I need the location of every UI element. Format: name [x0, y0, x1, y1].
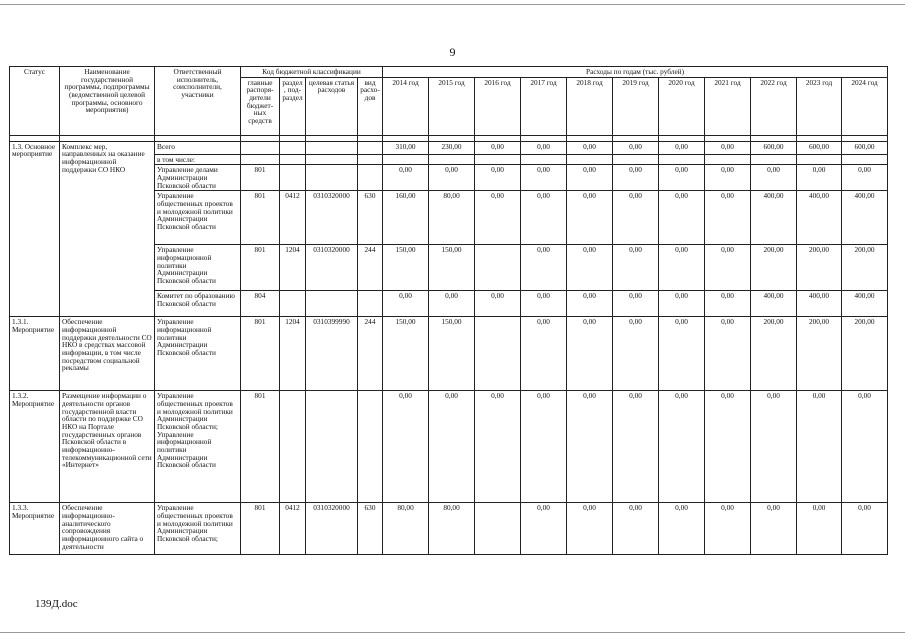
grbs-cell: 801: [241, 317, 280, 391]
header-budget-code: Код бюджетной классификации: [241, 67, 383, 78]
section-cell: 1204: [280, 245, 306, 291]
expense-value-cell: 400,00: [797, 191, 842, 245]
expense-value-cell: 200,00: [751, 317, 797, 391]
executor-cell: Управление общественных проектов и молодежной политики Администрации Псковской области;: [155, 503, 241, 555]
expense-type-cell: [358, 391, 383, 503]
expense-value-cell: [475, 317, 521, 391]
expense-value-cell: 0,00: [521, 391, 567, 503]
expense-value-cell: 600,00: [751, 141, 797, 154]
target-item-cell: [306, 154, 358, 165]
expense-value-cell: 0,00: [842, 165, 888, 191]
expense-value-cell: 0,00: [613, 503, 659, 555]
expense-value-cell: 400,00: [842, 291, 888, 317]
header-year: 2023 год: [797, 77, 842, 135]
section-cell: 1204: [280, 317, 306, 391]
expense-value-cell: 0,00: [429, 165, 475, 191]
section-cell: 0412: [280, 191, 306, 245]
grbs-cell: [241, 154, 280, 165]
expense-value-cell: 0,00: [797, 391, 842, 503]
expense-value-cell: 0,00: [705, 317, 751, 391]
expense-value-cell: [567, 154, 613, 165]
grbs-cell: 801: [241, 165, 280, 191]
expense-value-cell: 0,00: [751, 503, 797, 555]
expense-value-cell: 80,00: [429, 191, 475, 245]
expense-value-cell: 200,00: [797, 317, 842, 391]
section-cell: [280, 141, 306, 154]
expense-value-cell: 200,00: [842, 245, 888, 291]
expense-value-cell: 0,00: [659, 245, 705, 291]
expense-value-cell: 200,00: [797, 245, 842, 291]
program-name-cell: Обеспечение информационно-аналитического сопровождения информационного сайта о деятельности: [60, 503, 155, 555]
header-expense-type: вид расхо-дов: [358, 77, 383, 135]
expense-value-cell: [475, 503, 521, 555]
expense-value-cell: 200,00: [751, 245, 797, 291]
expense-type-cell: [358, 141, 383, 154]
section-cell: [280, 391, 306, 503]
expense-value-cell: 0,00: [842, 391, 888, 503]
expense-value-cell: 80,00: [429, 503, 475, 555]
expense-value-cell: 0,00: [475, 391, 521, 503]
section-cell: [280, 165, 306, 191]
status-cell: 1.3.3. Мероприятие: [10, 503, 60, 555]
expense-value-cell: 0,00: [705, 165, 751, 191]
section-cell: [280, 154, 306, 165]
expense-value-cell: 0,00: [383, 391, 429, 503]
expense-value-cell: 150,00: [383, 317, 429, 391]
expense-value-cell: 0,00: [567, 165, 613, 191]
header-name: Наименование государственной программы, подпрограммы (ведомственной целевой программы, основного мероприятия): [60, 67, 155, 136]
expense-value-cell: 0,00: [521, 317, 567, 391]
executor-cell: Комитет по образованию Псковской области: [155, 291, 241, 317]
target-item-cell: 0310399990: [306, 317, 358, 391]
target-item-cell: [306, 391, 358, 503]
expense-type-cell: [358, 154, 383, 165]
program-name-cell: Размещение информации о деятельности органов государственной власти области по поддержке СО НКО на Портале государственных органов Псковской области в информационно-телекоммуникационной сети «Интернет»: [60, 391, 155, 503]
expense-value-cell: [475, 245, 521, 291]
expense-type-cell: 630: [358, 503, 383, 555]
header-executor: Ответственный исполнитель, соисполнители, участники: [155, 67, 241, 136]
expense-value-cell: 0,00: [705, 245, 751, 291]
scan-edge-bottom: [0, 632, 905, 633]
expense-value-cell: [842, 154, 888, 165]
expense-value-cell: 0,00: [613, 317, 659, 391]
table-row: [10, 503, 888, 555]
executor-cell: Управление информационной политики Администрации Псковской области: [155, 317, 241, 391]
expense-value-cell: [751, 154, 797, 165]
header-year: 2020 год: [659, 77, 705, 135]
expense-value-cell: 150,00: [429, 317, 475, 391]
budget-table: [9, 66, 888, 555]
status-cell: 1.3.1. Мероприятие: [10, 317, 60, 391]
expense-value-cell: 0,00: [475, 191, 521, 245]
expense-value-cell: 0,00: [659, 165, 705, 191]
executor-cell: Всего: [155, 141, 241, 154]
expense-value-cell: 0,00: [751, 391, 797, 503]
expense-value-cell: 150,00: [383, 245, 429, 291]
expense-value-cell: 600,00: [842, 141, 888, 154]
expense-value-cell: 0,00: [613, 291, 659, 317]
expense-value-cell: 0,00: [567, 391, 613, 503]
program-name-cell: Комплекс мер, направленных на оказание информационной поддержки СО НКО: [60, 141, 155, 317]
executor-cell: в том числе:: [155, 154, 241, 165]
expense-value-cell: 0,00: [567, 291, 613, 317]
expense-value-cell: [429, 154, 475, 165]
expense-value-cell: 200,00: [842, 317, 888, 391]
table-row: [10, 391, 888, 503]
expense-value-cell: 0,00: [705, 141, 751, 154]
expense-value-cell: 230,00: [429, 141, 475, 154]
executor-cell: Управление общественных проектов и молодежной политики Администрации Псковской области; Управление информационной политики Администрации Псковской области: [155, 391, 241, 503]
footer-filename: 139Д.doc: [35, 598, 78, 610]
expense-value-cell: [613, 154, 659, 165]
expense-value-cell: 0,00: [659, 291, 705, 317]
header-year: 2017 год: [521, 77, 567, 135]
section-cell: 0412: [280, 503, 306, 555]
grbs-cell: [241, 141, 280, 154]
expense-value-cell: 400,00: [751, 291, 797, 317]
grbs-cell: 804: [241, 291, 280, 317]
header-year: 2016 год: [475, 77, 521, 135]
expense-value-cell: 400,00: [751, 191, 797, 245]
header-year: 2015 год: [429, 77, 475, 135]
expense-value-cell: 0,00: [751, 165, 797, 191]
expense-value-cell: 150,00: [429, 245, 475, 291]
header-expenses: Расходы по годам (тыс. рублей): [383, 67, 888, 78]
header-grbs: главные распоря-дители бюджет-ных средств: [241, 77, 280, 135]
program-name-cell: Обеспечение информационной поддержки деятельности СО НКО в средствах массовой информации, в том числе посредством социальной рекламы: [60, 317, 155, 391]
expense-value-cell: 0,00: [659, 141, 705, 154]
expense-value-cell: 0,00: [521, 245, 567, 291]
grbs-cell: 801: [241, 191, 280, 245]
executor-cell: Управление общественных проектов и молодежной политики Администрации Псковской области: [155, 191, 241, 245]
expense-value-cell: 400,00: [842, 191, 888, 245]
expense-value-cell: 0,00: [613, 191, 659, 245]
expense-value-cell: 0,00: [797, 165, 842, 191]
expense-value-cell: 0,00: [383, 291, 429, 317]
expense-type-cell: 630: [358, 191, 383, 245]
header-year: 2014 год: [383, 77, 429, 135]
expense-value-cell: 0,00: [659, 503, 705, 555]
expense-value-cell: [383, 154, 429, 165]
expense-value-cell: 0,00: [567, 191, 613, 245]
expense-value-cell: 0,00: [567, 141, 613, 154]
expense-value-cell: 0,00: [521, 165, 567, 191]
expense-value-cell: 0,00: [521, 191, 567, 245]
expense-type-cell: 244: [358, 245, 383, 291]
header-status: Статус: [10, 67, 60, 136]
status-cell: 1.3.2. Мероприятие: [10, 391, 60, 503]
expense-value-cell: 0,00: [521, 141, 567, 154]
expense-value-cell: 0,00: [429, 291, 475, 317]
grbs-cell: 801: [241, 503, 280, 555]
target-item-cell: [306, 165, 358, 191]
expense-value-cell: 0,00: [567, 317, 613, 391]
header-year: 2021 год: [705, 77, 751, 135]
section-cell: [280, 291, 306, 317]
scan-edge-top: [0, 4, 905, 5]
expense-value-cell: [797, 154, 842, 165]
executor-cell: Управление информационной политики Администрации Псковской области: [155, 245, 241, 291]
expense-value-cell: 0,00: [659, 317, 705, 391]
expense-value-cell: 0,00: [842, 503, 888, 555]
expense-value-cell: 0,00: [475, 291, 521, 317]
grbs-cell: 801: [241, 391, 280, 503]
expense-value-cell: 80,00: [383, 503, 429, 555]
expense-value-cell: [659, 154, 705, 165]
executor-cell: Управление делами Администрации Псковской области: [155, 165, 241, 191]
table-row: [10, 317, 888, 391]
status-cell: 1.3. Основное мероприятие: [10, 141, 60, 317]
expense-value-cell: 0,00: [521, 291, 567, 317]
header-target-item: целевая статья расходов: [306, 77, 358, 135]
expense-value-cell: 0,00: [429, 391, 475, 503]
target-item-cell: 0310320000: [306, 503, 358, 555]
expense-value-cell: 0,00: [613, 245, 659, 291]
expense-value-cell: 400,00: [797, 291, 842, 317]
expense-value-cell: 0,00: [705, 191, 751, 245]
expense-value-cell: 0,00: [613, 391, 659, 503]
expense-value-cell: 0,00: [705, 391, 751, 503]
header-year: 2022 год: [751, 77, 797, 135]
expense-value-cell: 600,00: [797, 141, 842, 154]
grbs-cell: 801: [241, 245, 280, 291]
header-section: раздел, под-раздел: [280, 77, 306, 135]
expense-value-cell: 0,00: [475, 165, 521, 191]
expense-value-cell: 0,00: [659, 191, 705, 245]
expense-value-cell: 0,00: [659, 391, 705, 503]
expense-value-cell: 0,00: [705, 291, 751, 317]
expense-value-cell: 160,00: [383, 191, 429, 245]
expense-value-cell: 0,00: [521, 503, 567, 555]
expense-value-cell: 0,00: [567, 503, 613, 555]
target-item-cell: 0310320000: [306, 245, 358, 291]
header-year: 2018 год: [567, 77, 613, 135]
page-number: 9: [449, 45, 456, 59]
header-year: 2024 год: [842, 77, 888, 135]
expense-value-cell: [705, 154, 751, 165]
expense-value-cell: 310,00: [383, 141, 429, 154]
expense-type-cell: [358, 291, 383, 317]
target-item-cell: [306, 141, 358, 154]
expense-value-cell: 0,00: [613, 165, 659, 191]
expense-value-cell: 0,00: [797, 503, 842, 555]
target-item-cell: [306, 291, 358, 317]
expense-value-cell: 0,00: [383, 165, 429, 191]
expense-value-cell: 0,00: [567, 245, 613, 291]
expense-value-cell: [475, 154, 521, 165]
expense-value-cell: [521, 154, 567, 165]
table-row: [10, 141, 888, 154]
expense-type-cell: [358, 165, 383, 191]
expense-value-cell: 0,00: [705, 503, 751, 555]
expense-value-cell: 0,00: [613, 141, 659, 154]
header-year: 2019 год: [613, 77, 659, 135]
expense-value-cell: 0,00: [475, 141, 521, 154]
target-item-cell: 0310320000: [306, 191, 358, 245]
expense-type-cell: 244: [358, 317, 383, 391]
